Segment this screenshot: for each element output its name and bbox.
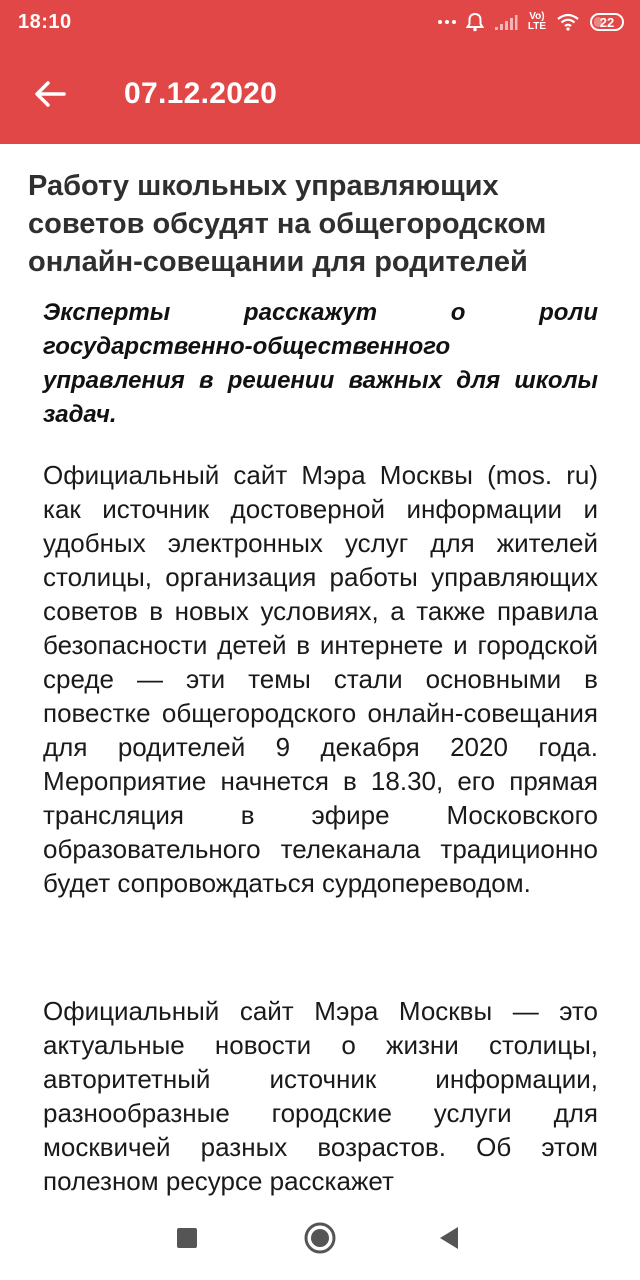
square-recent-icon [176,1227,198,1249]
battery-icon [590,13,624,31]
article-title: Работу школьных управляющих советов обсудят на общегородском онлайн-совещании для родителей [28,170,547,278]
app-bar [0,44,640,144]
status-icons [438,0,624,44]
signal-bars-icon [494,13,518,31]
article-paragraph-2: Официальный сайт Мэра Москвы — это актуальные новости о жизни столицы, авторитетный источник информации, разнообразные городские услуги для москвичей разных возрастов. Об этом полезном ресурсе расскажет [43,996,598,1196]
system-navigation-bar [0,1196,640,1280]
system-back-button[interactable] [409,1196,489,1280]
article-content[interactable] [0,144,640,1196]
back-button[interactable] [22,66,78,122]
status-time: 18:10 [18,10,72,33]
article-lead: Эксперты расскажут о роли государственно-общественного управления в решении важных для школы задач. [43,299,598,428]
wifi-icon [556,13,580,31]
circle-home-icon [304,1222,336,1254]
home-button[interactable] [280,1196,360,1280]
alarm-bell-icon [466,12,484,32]
volte-lte-label: Vo) LTE [527,11,546,32]
arrow-left-icon [34,80,66,108]
article-paragraph-1: Официальный сайт Мэра Москвы (mos. ru) как источник достоверной информации и удобных электронных услуг для жителей столицы, организация работы управляющих советов в новых условиях, а также правила безопасности детей в интернете и городской среде — эти темы стали основными в повестке общегородского онлайн-совещания для родителей 9 декабря 2020 года. Мероприятие начнется в 18.30, его прямая трансляция в эфире Московского образовательного телеканала традиционно будет сопровождаться сурдопереводом. [43,460,598,898]
status-bar [0,0,640,44]
battery-level: 22 [599,14,615,30]
triangle-back-icon [438,1226,460,1250]
recent-apps-button[interactable] [147,1196,227,1280]
more-dots-icon [438,20,456,24]
page-title: 07.12.2020 [124,77,278,110]
